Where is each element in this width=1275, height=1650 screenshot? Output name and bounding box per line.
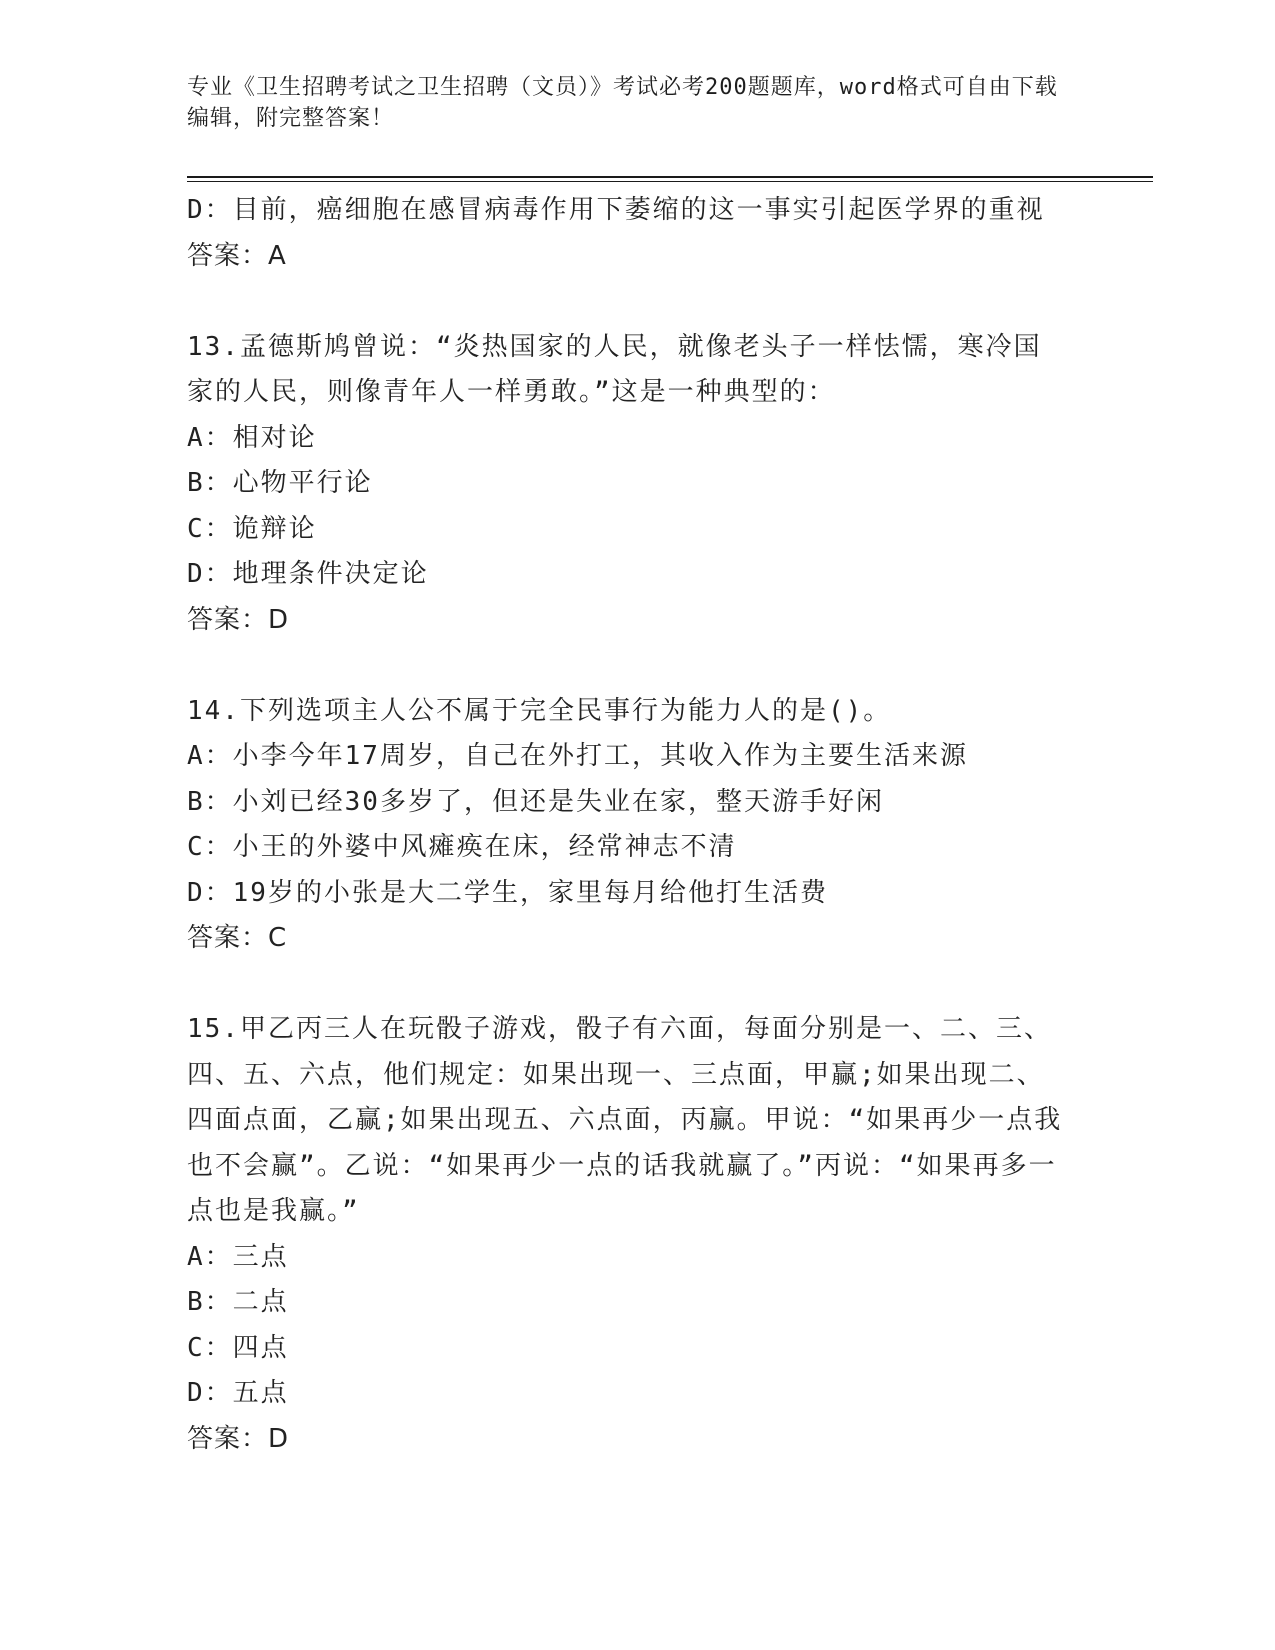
question-14-option-b: B：小刘已经30多岁了，但还是失业在家，整天游手好闲: [187, 786, 884, 817]
question-14-option-d: D：19岁的小张是大二学生，家里每月给他打生活费: [187, 877, 828, 908]
question-14-option-a: A：小李今年17周岁，自己在外打工，其收入作为主要生活来源: [187, 741, 968, 771]
question-15-option-b: B：二点: [187, 1287, 289, 1317]
spacer: [187, 962, 1067, 1008]
question-13-option-a: A：相对论: [187, 422, 317, 453]
question-13-option-b: B：心物平行论: [187, 468, 373, 498]
header-divider-thin: [187, 181, 1153, 182]
question-14-stem: 14.下列选项主人公不属于完全民事行为能力人的是()。: [187, 695, 892, 726]
header-divider-thick: [187, 176, 1153, 178]
question-content: [187, 188, 1067, 1462]
question-13-answer: 答案：D: [187, 604, 290, 635]
question-13-option-c: C：诡辩论: [187, 513, 317, 544]
question-15-option-d: D：五点: [187, 1378, 289, 1408]
carryover-answer: 答案：A: [187, 240, 287, 271]
question-13-option-d: D：地理条件决定论: [187, 559, 429, 589]
spacer: [187, 279, 1067, 325]
question-15-option-c: C：四点: [187, 1332, 289, 1363]
question-14-answer: 答案：C: [187, 923, 288, 953]
question-15-option-a: A：三点: [187, 1241, 289, 1272]
question-15-answer: 答案：D: [187, 1423, 290, 1454]
question-14-option-c: C：小王的外婆中风瘫痪在床，经常神志不清: [187, 832, 737, 862]
spacer: [187, 643, 1067, 689]
document-header: 专业《卫生招聘考试之卫生招聘（文员）》考试必考200题题库，word格式可自由下载编辑，附完整答案！: [187, 75, 1058, 131]
question-15-stem: 15.甲乙丙三人在玩骰子游戏，骰子有六面，每面分别是一、二、三、四、五、六点，他们规定：如果出现一、三点面，甲赢;如果出现二、四面点面，乙赢;如果出现五、六点面，丙赢。甲说：“如果再少一点我也不会赢”。乙说：“如果再少一点的话我就赢了。”丙说：“如果再多一点也是我赢。”: [187, 1014, 1063, 1226]
carryover-option-d: D：目前，癌细胞在感冒病毒作用下萎缩的这一事实引起医学界的重视: [187, 195, 1045, 225]
question-13-stem: 13.孟德斯鸠曾说：“炎热国家的人民，就像老头子一样怯懦，寒冷国家的人民，则像青年人一样勇敢。”这是一种典型的：: [187, 331, 1042, 407]
